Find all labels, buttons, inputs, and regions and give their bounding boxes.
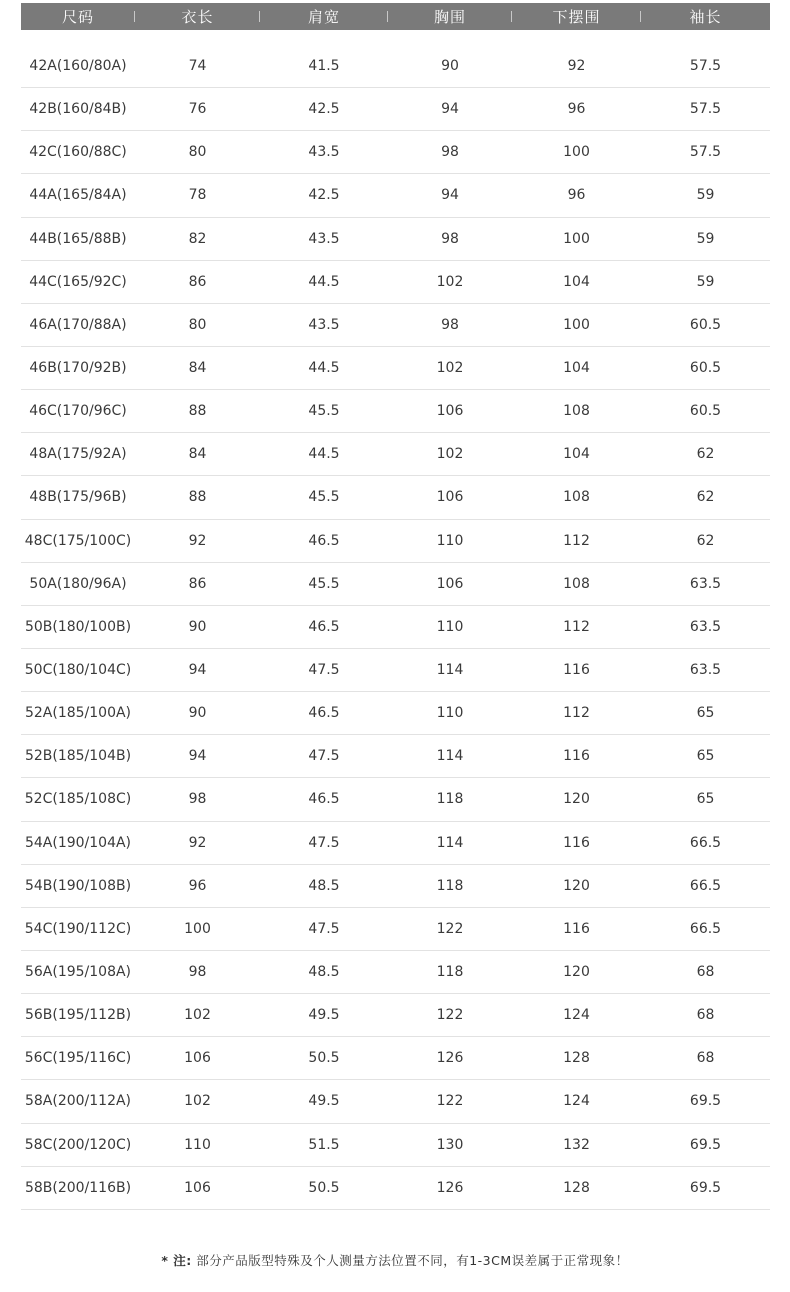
table-cell: 100	[563, 144, 590, 161]
table-cell: 114	[436, 834, 464, 851]
table-cell: 52A(185/100A)	[24, 705, 132, 722]
table-cell: 104	[563, 360, 590, 377]
table-cell: 116	[563, 834, 590, 851]
table-cell: 94	[441, 101, 459, 118]
table-row	[21, 1080, 770, 1123]
table-row	[21, 994, 770, 1037]
table-row	[21, 908, 770, 951]
table-row	[21, 174, 770, 217]
table-cell: 128	[563, 1179, 590, 1196]
header-size: 尺码	[21, 3, 135, 30]
table-cell: 41.5	[308, 58, 340, 75]
table-cell: 48.5	[308, 877, 340, 894]
table-row	[21, 347, 770, 390]
table-cell: 110	[436, 705, 464, 722]
table-row	[21, 822, 770, 865]
table-cell: 120	[563, 877, 590, 894]
table-cell: 88	[188, 403, 207, 420]
table-cell: 59	[696, 273, 715, 290]
table-row	[21, 649, 770, 692]
header-hem: 下摆围	[512, 3, 641, 30]
footnote	[0, 1251, 790, 1269]
table-cell: 62	[696, 532, 715, 549]
table-cell: 44B(165/88B)	[29, 230, 127, 247]
table-cell: 42.5	[308, 187, 340, 204]
table-cell: 74	[188, 58, 207, 75]
table-cell: 46.5	[308, 532, 340, 549]
table-cell: 45.5	[308, 489, 340, 506]
table-cell: 56C(195/116C)	[24, 1050, 132, 1067]
table-row	[21, 1167, 770, 1210]
table-cell: 68	[696, 964, 715, 981]
table-cell: 48B(175/96B)	[29, 489, 127, 506]
table-cell: 108	[563, 403, 590, 420]
header-shoulder: 肩宽	[260, 3, 388, 30]
table-cell: 104	[563, 446, 590, 463]
table-row	[21, 45, 770, 88]
table-cell: 94	[188, 748, 207, 765]
table-cell: 42A(160/80A)	[29, 58, 127, 75]
table-cell: 106	[436, 403, 464, 420]
table-cell: 130	[436, 1136, 464, 1153]
table-cell: 50B(180/100B)	[24, 618, 132, 635]
table-cell: 90	[441, 58, 459, 75]
table-cell: 54A(190/104A)	[24, 834, 132, 851]
table-cell: 110	[436, 532, 464, 549]
table-cell: 84	[188, 360, 207, 377]
table-cell: 122	[436, 1093, 464, 1110]
table-cell: 43.5	[308, 144, 340, 161]
table-cell: 98	[188, 791, 207, 808]
table-cell: 60.5	[689, 403, 722, 420]
table-cell: 88	[188, 489, 207, 506]
table-cell: 106	[436, 489, 464, 506]
table-cell: 69.5	[689, 1179, 722, 1196]
table-cell: 120	[563, 964, 590, 981]
table-cell: 68	[696, 1050, 715, 1067]
table-cell: 122	[436, 920, 464, 937]
table-cell: 116	[563, 748, 590, 765]
table-cell: 44.5	[308, 446, 340, 463]
table-cell: 126	[436, 1050, 464, 1067]
table-cell: 50C(180/104C)	[24, 662, 132, 679]
table-cell: 46.5	[308, 705, 340, 722]
table-cell: 86	[188, 273, 207, 290]
table-row	[21, 131, 770, 174]
table-row	[21, 1037, 770, 1080]
table-cell: 124	[563, 1093, 590, 1110]
table-cell: 108	[563, 489, 590, 506]
table-cell: 44.5	[308, 360, 340, 377]
table-cell: 44.5	[308, 273, 340, 290]
table-cell: 65	[696, 748, 715, 765]
table-cell: 120	[563, 791, 590, 808]
table-cell: 124	[563, 1007, 590, 1024]
table-row	[21, 951, 770, 994]
table-cell: 106	[184, 1050, 211, 1067]
table-cell: 63.5	[689, 575, 722, 592]
table-cell: 45.5	[308, 403, 340, 420]
table-cell: 63.5	[689, 618, 722, 635]
table-cell: 102	[184, 1093, 211, 1110]
table-cell: 56B(195/112B)	[24, 1007, 132, 1024]
table-cell: 132	[563, 1136, 590, 1153]
table-row	[21, 433, 770, 476]
header-sleeve: 袖长	[689, 8, 722, 26]
table-cell: 96	[188, 877, 207, 894]
table-cell: 43.5	[308, 230, 340, 247]
table-cell: 48C(175/100C)	[24, 532, 132, 549]
table-cell: 66.5	[689, 877, 722, 894]
table-cell: 60.5	[689, 360, 722, 377]
table-cell: 48.5	[308, 964, 340, 981]
table-cell: 46C(170/96C)	[29, 403, 127, 420]
table-cell: 46.5	[308, 791, 340, 808]
table-cell: 57.5	[689, 144, 722, 161]
table-row	[21, 390, 770, 433]
table-cell: 96	[567, 187, 586, 204]
table-cell: 48A(175/92A)	[29, 446, 127, 463]
table-cell: 80	[188, 144, 207, 161]
table-body	[21, 45, 770, 1210]
table-row	[21, 261, 770, 304]
table-cell: 92	[567, 58, 586, 75]
table-cell: 58A(200/112A)	[24, 1093, 132, 1110]
table-cell: 60.5	[689, 316, 722, 333]
table-cell: 78	[188, 187, 207, 204]
table-cell: 100	[563, 230, 590, 247]
table-cell: 42B(160/84B)	[29, 101, 127, 118]
table-cell: 52C(185/108C)	[24, 791, 132, 808]
table-row	[21, 88, 770, 131]
table-cell: 110	[184, 1136, 211, 1153]
table-cell: 62	[696, 489, 715, 506]
table-cell: 84	[188, 446, 207, 463]
table-cell: 50.5	[308, 1179, 340, 1196]
table-cell: 42C(160/88C)	[29, 144, 127, 161]
table-cell: 98	[441, 144, 459, 161]
table-cell: 47.5	[308, 834, 340, 851]
table-row	[21, 865, 770, 908]
table-cell: 106	[184, 1179, 211, 1196]
table-cell: 112	[563, 532, 590, 549]
table-cell: 49.5	[308, 1093, 340, 1110]
table-cell: 57.5	[689, 58, 722, 75]
table-cell: 92	[188, 834, 207, 851]
footnote-text: 部分产品版型特殊及个人测量方法位置不同，有1-3CM误差属于正常现象！	[196, 1253, 629, 1268]
table-cell: 50.5	[308, 1050, 340, 1067]
table-cell: 108	[563, 575, 590, 592]
table-cell: 116	[563, 662, 590, 679]
table-row	[21, 778, 770, 821]
table-row	[21, 692, 770, 735]
table-cell: 114	[436, 748, 464, 765]
table-cell: 82	[188, 230, 207, 247]
table-cell: 52B(185/104B)	[24, 748, 132, 765]
table-cell: 92	[188, 532, 207, 549]
table-cell: 44C(165/92C)	[29, 273, 127, 290]
table-cell: 59	[696, 187, 715, 204]
table-row	[21, 476, 770, 519]
table-row	[21, 520, 770, 563]
table-cell: 106	[436, 575, 464, 592]
table-cell: 104	[563, 273, 590, 290]
table-cell: 126	[436, 1179, 464, 1196]
table-cell: 94	[441, 187, 459, 204]
table-cell: 118	[436, 791, 464, 808]
header-length: 衣长	[135, 3, 260, 30]
table-cell: 54B(190/108B)	[24, 877, 132, 894]
table-cell: 94	[188, 662, 207, 679]
table-row	[21, 218, 770, 261]
size-chart-table	[21, 3, 770, 1210]
table-cell: 110	[436, 618, 464, 635]
table-row	[21, 735, 770, 778]
table-cell: 62	[696, 446, 715, 463]
table-cell: 49.5	[308, 1007, 340, 1024]
table-cell: 98	[441, 230, 459, 247]
table-cell: 63.5	[689, 662, 722, 679]
table-header-row	[21, 3, 770, 30]
table-cell: 47.5	[308, 748, 340, 765]
table-cell: 54C(190/112C)	[24, 920, 132, 937]
table-cell: 86	[188, 575, 207, 592]
table-cell: 66.5	[689, 920, 722, 937]
table-cell: 46A(170/88A)	[29, 316, 127, 333]
table-cell: 102	[436, 446, 464, 463]
table-cell: 57.5	[689, 101, 722, 118]
table-row	[21, 606, 770, 649]
table-cell: 46B(170/92B)	[29, 360, 127, 377]
table-cell: 50A(180/96A)	[29, 575, 127, 592]
table-cell: 100	[563, 316, 590, 333]
table-cell: 44A(165/84A)	[29, 187, 127, 204]
table-cell: 102	[184, 1007, 211, 1024]
table-cell: 47.5	[308, 662, 340, 679]
table-cell: 118	[436, 964, 464, 981]
table-cell: 56A(195/108A)	[24, 964, 132, 981]
table-cell: 128	[563, 1050, 590, 1067]
table-cell: 98	[188, 964, 207, 981]
header-chest: 胸围	[388, 3, 512, 30]
table-cell: 65	[696, 705, 715, 722]
table-cell: 102	[436, 273, 464, 290]
table-cell: 76	[188, 101, 207, 118]
footnote-mark: * 注:	[161, 1253, 192, 1268]
table-cell: 69.5	[689, 1093, 722, 1110]
table-cell: 98	[441, 316, 459, 333]
table-cell: 102	[436, 360, 464, 377]
table-cell: 58B(200/116B)	[24, 1179, 132, 1196]
table-cell: 96	[567, 101, 586, 118]
table-cell: 47.5	[308, 920, 340, 937]
table-cell: 118	[436, 877, 464, 894]
table-cell: 43.5	[308, 316, 340, 333]
table-cell: 45.5	[308, 575, 340, 592]
table-cell: 114	[436, 662, 464, 679]
table-cell: 42.5	[308, 101, 340, 118]
table-row	[21, 1124, 770, 1167]
table-cell: 100	[184, 920, 211, 937]
table-cell: 66.5	[689, 834, 722, 851]
table-cell: 46.5	[308, 618, 340, 635]
table-cell: 90	[188, 705, 207, 722]
table-row	[21, 304, 770, 347]
table-cell: 122	[436, 1007, 464, 1024]
table-cell: 59	[696, 230, 715, 247]
table-cell: 65	[696, 791, 715, 808]
table-cell: 58C(200/120C)	[24, 1136, 132, 1153]
table-cell: 116	[563, 920, 590, 937]
table-row	[21, 563, 770, 606]
table-cell: 90	[188, 618, 207, 635]
table-cell: 112	[563, 618, 590, 635]
table-cell: 80	[188, 316, 207, 333]
table-cell: 51.5	[308, 1136, 340, 1153]
table-cell: 69.5	[689, 1136, 722, 1153]
table-cell: 112	[563, 705, 590, 722]
table-cell: 68	[696, 1007, 715, 1024]
